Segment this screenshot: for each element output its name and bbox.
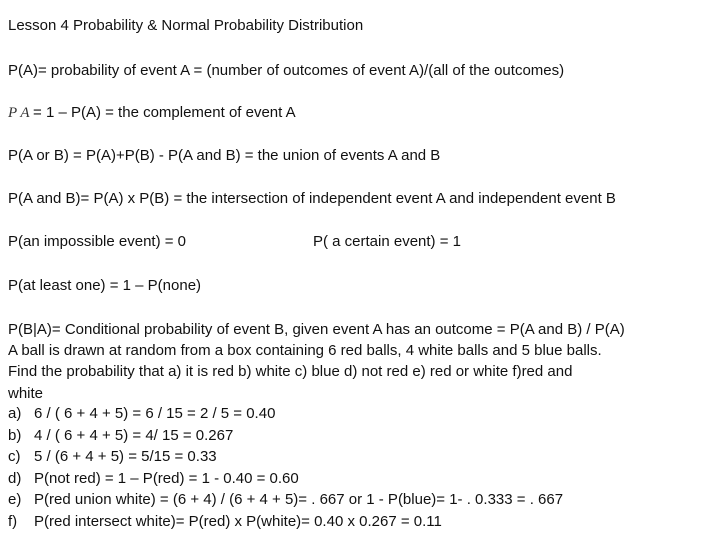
intersection-rule: P(A and B)= P(A) x P(B) = the intersection of independent event A and independent event B [8,190,616,207]
answer-text: P(red union white) = (6 + 4) / (6 + 4 + 5)= . 667 or 1 - P(blue)= 1- . 0.333 = . 667 [34,491,564,508]
answer-label: c) [8,448,21,465]
answer-label: f) [8,512,18,530]
complement-text: = 1 – P(A) = the complement of event A [33,104,296,121]
problem-statement-3: white [8,385,44,402]
answer-item [8,446,563,468]
complement-line [8,104,296,122]
answer-label: e) [8,491,22,508]
answer-item [8,511,563,533]
certain-event: P( a certain event) = 1 [313,233,461,250]
answer-text: 4 / ( 6 + 4 + 5) = 4/ 15 = 0.267 [34,426,234,444]
answer-label: b) [8,426,22,444]
complement-symbol: P A [8,105,34,121]
answer-label: d) [8,469,22,487]
answer-text: 6 / ( 6 + 4 + 5) = 6 / 15 = 2 / 5 = 0.40 [34,405,276,422]
union-rule: P(A or B) = P(A)+P(B) - P(A and B) = the union of events A and B [8,147,441,164]
problem-statement-2: Find the probability that a) it is red b) white c) blue d) not red e) red or white f)red and [8,363,573,380]
answer-text: P(red intersect white)= P(red) x P(white)= 0.40 x 0.267 = 0.11 [34,512,442,530]
answer-item [8,403,563,425]
lesson-title: Lesson 4 Probability & Normal Probability Distribution [8,17,364,34]
answer-list [8,403,563,532]
problem-statement-1: A ball is drawn at random from a box containing 6 red balls, 4 white balls and 5 blue balls. [8,342,602,359]
answer-text: 5 / (6 + 4 + 5) = 5/15 = 0.33 [34,448,217,465]
answer-label: a) [8,405,22,422]
answer-item [8,468,563,490]
answer-item [8,489,563,511]
impossible-event: P(an impossible event) = 0 [8,233,187,250]
answer-text: P(not red) = 1 – P(red) = 1 - 0.40 = 0.60 [34,469,299,487]
probability-definition: P(A)= probability of event A = (number of outcomes of event A)/(all of the outcomes) [8,62,565,79]
conditional-probability: P(B|A)= Conditional probability of event B, given event A has an outcome = P(A and B) / P(A) [8,321,625,338]
at-least-one-rule: P(at least one) = 1 – P(none) [8,277,202,294]
answer-item [8,425,563,447]
